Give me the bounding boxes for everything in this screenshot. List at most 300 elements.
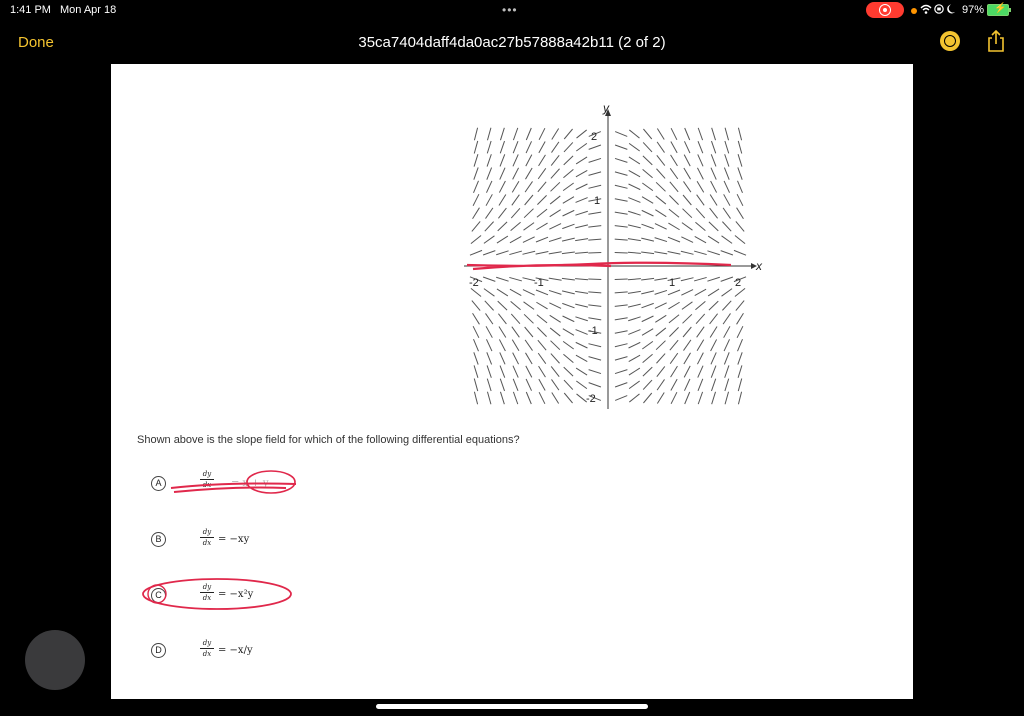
multitasking-dots-icon[interactable]: •••	[502, 3, 518, 17]
slope-segment	[509, 277, 522, 281]
slope-segment	[695, 301, 705, 309]
slope-segment	[711, 339, 717, 351]
slope-segment	[576, 368, 587, 375]
slope-segment	[736, 301, 744, 311]
slope-segment	[615, 292, 628, 293]
slope-segment	[500, 366, 505, 378]
slope-segment	[563, 354, 573, 362]
slope-segment	[487, 154, 491, 166]
slope-segment	[629, 130, 639, 138]
slope-segment	[524, 223, 535, 231]
slope-segment	[588, 212, 601, 214]
slope-segment	[656, 341, 665, 350]
slope-segment	[683, 209, 692, 218]
slope-segment	[668, 302, 679, 309]
slope-segment	[499, 326, 506, 337]
slope-segment	[576, 157, 587, 164]
slope-segment	[697, 327, 705, 338]
slope-segment	[615, 212, 628, 214]
choice-c-numerator: dy	[200, 582, 214, 593]
slope-segment	[629, 394, 639, 402]
choice-d-numerator: dy	[200, 638, 214, 649]
x-tick-label: 1	[669, 277, 676, 289]
slope-segment	[513, 392, 517, 404]
slope-segment	[643, 129, 651, 139]
slope-segment	[697, 195, 705, 206]
screen-recording-icon[interactable]	[866, 2, 904, 18]
slope-segment	[725, 379, 729, 391]
slope-segment	[643, 367, 652, 376]
slope-segment	[498, 208, 506, 218]
slope-segment	[642, 197, 653, 204]
slope-segment	[487, 365, 491, 377]
slope-segment	[696, 314, 705, 324]
slope-segment	[671, 366, 678, 377]
moon-icon	[947, 5, 955, 14]
slope-segment	[496, 277, 508, 281]
slope-segment	[562, 303, 574, 307]
slope-segment	[669, 195, 678, 204]
slope-segment	[696, 208, 705, 218]
slope-segment	[628, 225, 641, 228]
slope-segment	[654, 278, 667, 280]
slope-segment	[588, 279, 601, 280]
slope-segment	[642, 329, 653, 336]
status-icons	[920, 3, 960, 18]
slope-segment	[707, 277, 719, 281]
slope-segment	[722, 301, 731, 311]
slope-segment	[695, 222, 705, 230]
slope-segment	[656, 196, 666, 204]
slope-segment	[698, 154, 703, 166]
slope-segment	[657, 366, 665, 376]
slope-segment	[563, 329, 574, 336]
slope-segment	[641, 303, 653, 307]
battery-percent: 97%	[962, 4, 985, 16]
slope-segment	[683, 327, 691, 337]
choice-d-denominator: dx	[202, 650, 212, 658]
slope-segment	[669, 209, 679, 217]
slope-segment	[708, 236, 719, 243]
slope-segment	[512, 181, 519, 192]
slope-segment	[684, 366, 690, 378]
slope-segment	[683, 195, 691, 205]
slope-segment	[670, 353, 678, 364]
slope-segment	[722, 222, 731, 232]
slope-segment	[641, 238, 654, 241]
slope-segment	[738, 141, 741, 154]
slope-segment	[711, 181, 717, 193]
slope-segment	[629, 184, 641, 190]
slope-segment	[485, 301, 494, 311]
slope-segment	[576, 170, 587, 176]
slope-segment	[628, 279, 641, 280]
slope-segment	[485, 222, 494, 232]
slope-segment	[485, 208, 492, 219]
slope-segment	[710, 208, 718, 218]
slope-segment	[487, 128, 490, 141]
choice-b-fraction	[200, 527, 214, 548]
markup-icon[interactable]	[940, 31, 960, 51]
slope-segment	[589, 383, 601, 387]
slope-segment	[563, 316, 575, 322]
slope-segment	[724, 352, 729, 364]
y-tick-label: 1	[594, 195, 601, 207]
slope-segment	[709, 301, 718, 310]
slope-segment	[724, 194, 730, 205]
slope-segment	[724, 168, 729, 180]
slope-segment	[549, 238, 561, 242]
slope-segment	[537, 195, 546, 204]
red-ink-circle	[139, 574, 299, 614]
slope-segment	[655, 303, 667, 309]
slope-segment	[738, 392, 741, 405]
slope-segment	[474, 128, 477, 141]
red-ink-strikeout	[166, 462, 306, 502]
slope-segment	[536, 223, 547, 230]
slope-segment	[681, 290, 693, 296]
slope-segment	[694, 277, 707, 281]
slope-segment	[736, 221, 744, 231]
slope-segment	[539, 366, 546, 377]
slope-segment	[682, 302, 693, 310]
slope-segment	[577, 130, 587, 138]
slope-segment	[563, 183, 574, 191]
slope-segment	[684, 379, 689, 391]
slope-segment	[522, 251, 535, 254]
slope-segment	[576, 330, 588, 335]
slope-segment	[711, 168, 716, 180]
slope-segment	[642, 183, 653, 191]
slope-segment	[725, 154, 729, 166]
slope-segment	[681, 251, 694, 254]
slope-segment	[698, 379, 703, 391]
slope-segment	[537, 209, 547, 217]
slope-segment	[711, 141, 715, 153]
slope-segment	[615, 253, 628, 254]
slope-segment	[471, 288, 481, 296]
y-tick-label: 2	[591, 131, 598, 143]
slope-segment	[724, 339, 729, 351]
slope-segment	[722, 236, 733, 244]
slope-segment	[524, 314, 533, 323]
slope-segment	[657, 155, 665, 165]
slope-segment	[628, 211, 640, 215]
slope-segment	[500, 352, 505, 364]
slope-segment	[511, 222, 521, 230]
choice-b-numerator: dy	[200, 527, 214, 538]
slope-segment	[525, 181, 532, 192]
slope-segment	[564, 156, 573, 165]
slope-segment	[523, 290, 535, 296]
x-axis-label: x	[756, 259, 762, 273]
slope-segment	[588, 239, 601, 240]
x-tick-label: 2	[735, 277, 742, 289]
slope-segment	[628, 317, 640, 321]
slope-segment	[510, 289, 521, 295]
slope-segment	[575, 279, 588, 280]
slope-segment	[536, 252, 549, 255]
x-tick-label: -1	[534, 277, 544, 289]
slope-segment	[712, 392, 716, 404]
slope-segment	[474, 379, 477, 392]
slope-segment	[711, 366, 716, 378]
assistive-touch-button[interactable]	[25, 630, 85, 690]
slope-segment	[641, 224, 653, 228]
slope-segment	[484, 236, 495, 244]
slope-segment	[513, 141, 518, 153]
slope-segment	[710, 314, 718, 324]
slope-segment	[526, 128, 531, 140]
slope-segment	[657, 142, 664, 153]
slope-segment	[564, 393, 572, 403]
done-button[interactable]: Done	[18, 34, 54, 51]
slope-segment	[525, 195, 533, 205]
slope-segment	[654, 252, 667, 254]
slope-segment	[563, 169, 573, 177]
slope-segment	[643, 354, 653, 362]
slope-segment	[725, 141, 729, 153]
slope-segment	[681, 278, 694, 281]
slope-segment	[513, 128, 517, 140]
choice-letter-a: A	[151, 476, 166, 491]
slope-segment	[576, 184, 588, 190]
slope-segment	[500, 128, 504, 140]
choice-d-fraction	[200, 638, 214, 659]
slope-segment	[471, 236, 481, 244]
status-date: Mon Apr 18	[60, 4, 117, 16]
slope-segment	[589, 370, 601, 374]
slope-segment	[575, 239, 588, 241]
slope-segment	[551, 354, 560, 364]
slope-segment	[536, 302, 547, 309]
slope-segment	[525, 340, 532, 351]
slope-segment	[564, 129, 572, 139]
slope-segment	[657, 379, 664, 390]
slope-segment	[474, 352, 478, 364]
slope-segment	[698, 128, 702, 140]
slope-segment	[711, 154, 716, 166]
home-indicator[interactable]	[376, 704, 648, 709]
slope-segment	[551, 379, 558, 390]
slope-segment	[685, 392, 690, 404]
slope-segment	[643, 380, 652, 390]
slope-segment	[563, 341, 574, 349]
status-time: 1:41 PM	[10, 4, 51, 16]
slope-segment	[550, 210, 561, 217]
microphone-indicator-icon	[911, 8, 917, 14]
slope-segment	[474, 339, 479, 351]
status-bar	[0, 0, 1024, 22]
slope-segment	[512, 327, 520, 338]
slope-segment	[628, 330, 640, 335]
slope-segment	[474, 167, 478, 179]
slope-segment	[629, 368, 640, 375]
slope-segment	[698, 392, 702, 404]
slope-segment	[641, 252, 654, 254]
slope-segment	[738, 352, 742, 364]
slope-segment	[473, 313, 480, 324]
slope-segment	[486, 326, 492, 337]
slope-segment	[538, 182, 546, 192]
slope-segment	[681, 237, 693, 243]
slope-segment	[563, 210, 575, 216]
slope-segment	[550, 315, 561, 322]
slope-segment	[671, 392, 677, 404]
slope-segment	[683, 314, 692, 323]
slope-segment	[656, 182, 665, 191]
slope-segment	[615, 185, 628, 188]
choice-b-denominator: dx	[202, 539, 212, 547]
slope-segment	[629, 342, 641, 348]
slope-segment	[525, 168, 532, 179]
slope-segment	[487, 392, 490, 405]
slope-segment	[668, 290, 680, 295]
choice-letter-d: D	[151, 643, 166, 658]
slope-segment	[512, 340, 519, 351]
slope-segment	[500, 141, 504, 153]
slope-segment	[499, 194, 506, 205]
slope-segment	[669, 327, 678, 336]
orientation-lock-icon	[935, 5, 943, 13]
slope-segment	[538, 340, 546, 350]
slope-segment	[486, 339, 491, 351]
battery-charging-icon: ⚡	[987, 4, 1009, 16]
slope-segment	[526, 141, 531, 153]
slope-segment	[738, 154, 742, 166]
slope-segment	[738, 128, 741, 141]
x-tick-label: -2	[469, 277, 479, 289]
slope-segment	[575, 291, 588, 293]
slope-segment	[738, 365, 742, 377]
slope-segment	[562, 291, 575, 294]
slope-segment	[472, 301, 480, 311]
slope-segment	[642, 210, 654, 216]
slope-segment	[671, 155, 678, 166]
slope-segment	[509, 251, 522, 255]
choice-b-rhs: = −xy	[218, 534, 250, 545]
slope-segment	[487, 352, 492, 364]
slope-segment	[576, 342, 588, 348]
slope-segment	[526, 379, 531, 391]
slope-segment	[710, 326, 717, 337]
slope-segment	[685, 128, 690, 140]
slope-segment	[615, 158, 627, 162]
slope-segment	[525, 353, 532, 364]
slope-segment	[513, 353, 519, 365]
choice-c-rhs: = −x²y	[218, 589, 254, 600]
slope-segment	[615, 199, 628, 202]
document-title: 35ca7404daff4da0ac27b57888a42b11 (2 of 2)	[358, 34, 666, 51]
slope-segment	[474, 154, 478, 166]
slope-segment	[524, 209, 533, 218]
slope-segment	[615, 279, 628, 280]
slope-segment	[655, 210, 666, 217]
slope-segment	[655, 315, 666, 322]
slope-segment	[499, 181, 505, 193]
slope-segment	[588, 292, 601, 293]
slope-segment	[551, 341, 560, 350]
slope-segment	[671, 379, 677, 390]
slope-segment	[539, 128, 545, 140]
slope-segment	[710, 194, 717, 205]
slope-segment	[588, 185, 601, 188]
slope-segment	[669, 315, 679, 323]
slope-segment	[629, 157, 640, 164]
slope-segment	[721, 277, 733, 281]
slope-segment	[510, 236, 521, 242]
slope-segment	[628, 239, 641, 241]
choice-letter-b: B	[151, 532, 166, 547]
slope-segment	[684, 168, 691, 179]
slope-segment	[721, 251, 733, 255]
slope-segment	[643, 142, 652, 152]
slope-segment	[707, 251, 719, 255]
slope-segment	[671, 128, 677, 140]
slope-segment	[588, 305, 601, 307]
slope-segment	[486, 181, 491, 193]
slope-segment	[539, 379, 545, 390]
slope-segment	[526, 155, 532, 167]
slope-segment	[643, 156, 652, 165]
slope-segment	[615, 383, 627, 387]
slope-segment	[513, 154, 518, 166]
slope-segment	[497, 236, 508, 243]
document-page[interactable]	[111, 64, 913, 699]
slope-segment	[695, 236, 706, 242]
slope-segment	[588, 253, 601, 254]
slope-segment	[562, 252, 575, 254]
slope-segment	[697, 168, 703, 180]
slope-segment	[722, 289, 733, 297]
slope-segment	[641, 291, 654, 294]
slope-segment	[683, 340, 690, 351]
slope-segment	[562, 238, 575, 241]
share-icon[interactable]	[987, 30, 1005, 52]
slope-segment	[671, 142, 677, 153]
slope-segment	[551, 169, 560, 179]
slope-segment	[738, 339, 743, 351]
choice-c-denominator: dx	[202, 594, 212, 602]
slope-segment	[629, 381, 640, 389]
slope-segment	[474, 141, 477, 154]
slope-segment	[472, 221, 480, 231]
slope-segment	[588, 226, 601, 228]
choice-a-rhs: = x + y	[231, 478, 269, 489]
slope-segment	[538, 353, 546, 364]
slope-segment	[684, 141, 689, 153]
slope-segment	[655, 290, 667, 294]
slope-segment	[628, 252, 641, 253]
slope-segment	[549, 290, 561, 294]
slope-segment	[537, 315, 547, 323]
slope-segment	[615, 226, 628, 228]
slope-segment	[684, 353, 691, 364]
slope-segment	[513, 379, 518, 391]
slope-segment	[525, 327, 533, 337]
slope-segment	[549, 224, 561, 230]
slope-segment	[536, 290, 548, 295]
slope-segment	[615, 357, 628, 361]
slope-segment	[656, 354, 665, 364]
choice-d-rhs: = −x/y	[218, 645, 253, 656]
slope-segment	[629, 143, 640, 151]
slope-segment	[539, 142, 545, 153]
slope-segment	[473, 208, 480, 219]
slope-segment	[615, 396, 627, 401]
slope-segment	[563, 197, 574, 204]
slope-segment	[483, 277, 495, 281]
